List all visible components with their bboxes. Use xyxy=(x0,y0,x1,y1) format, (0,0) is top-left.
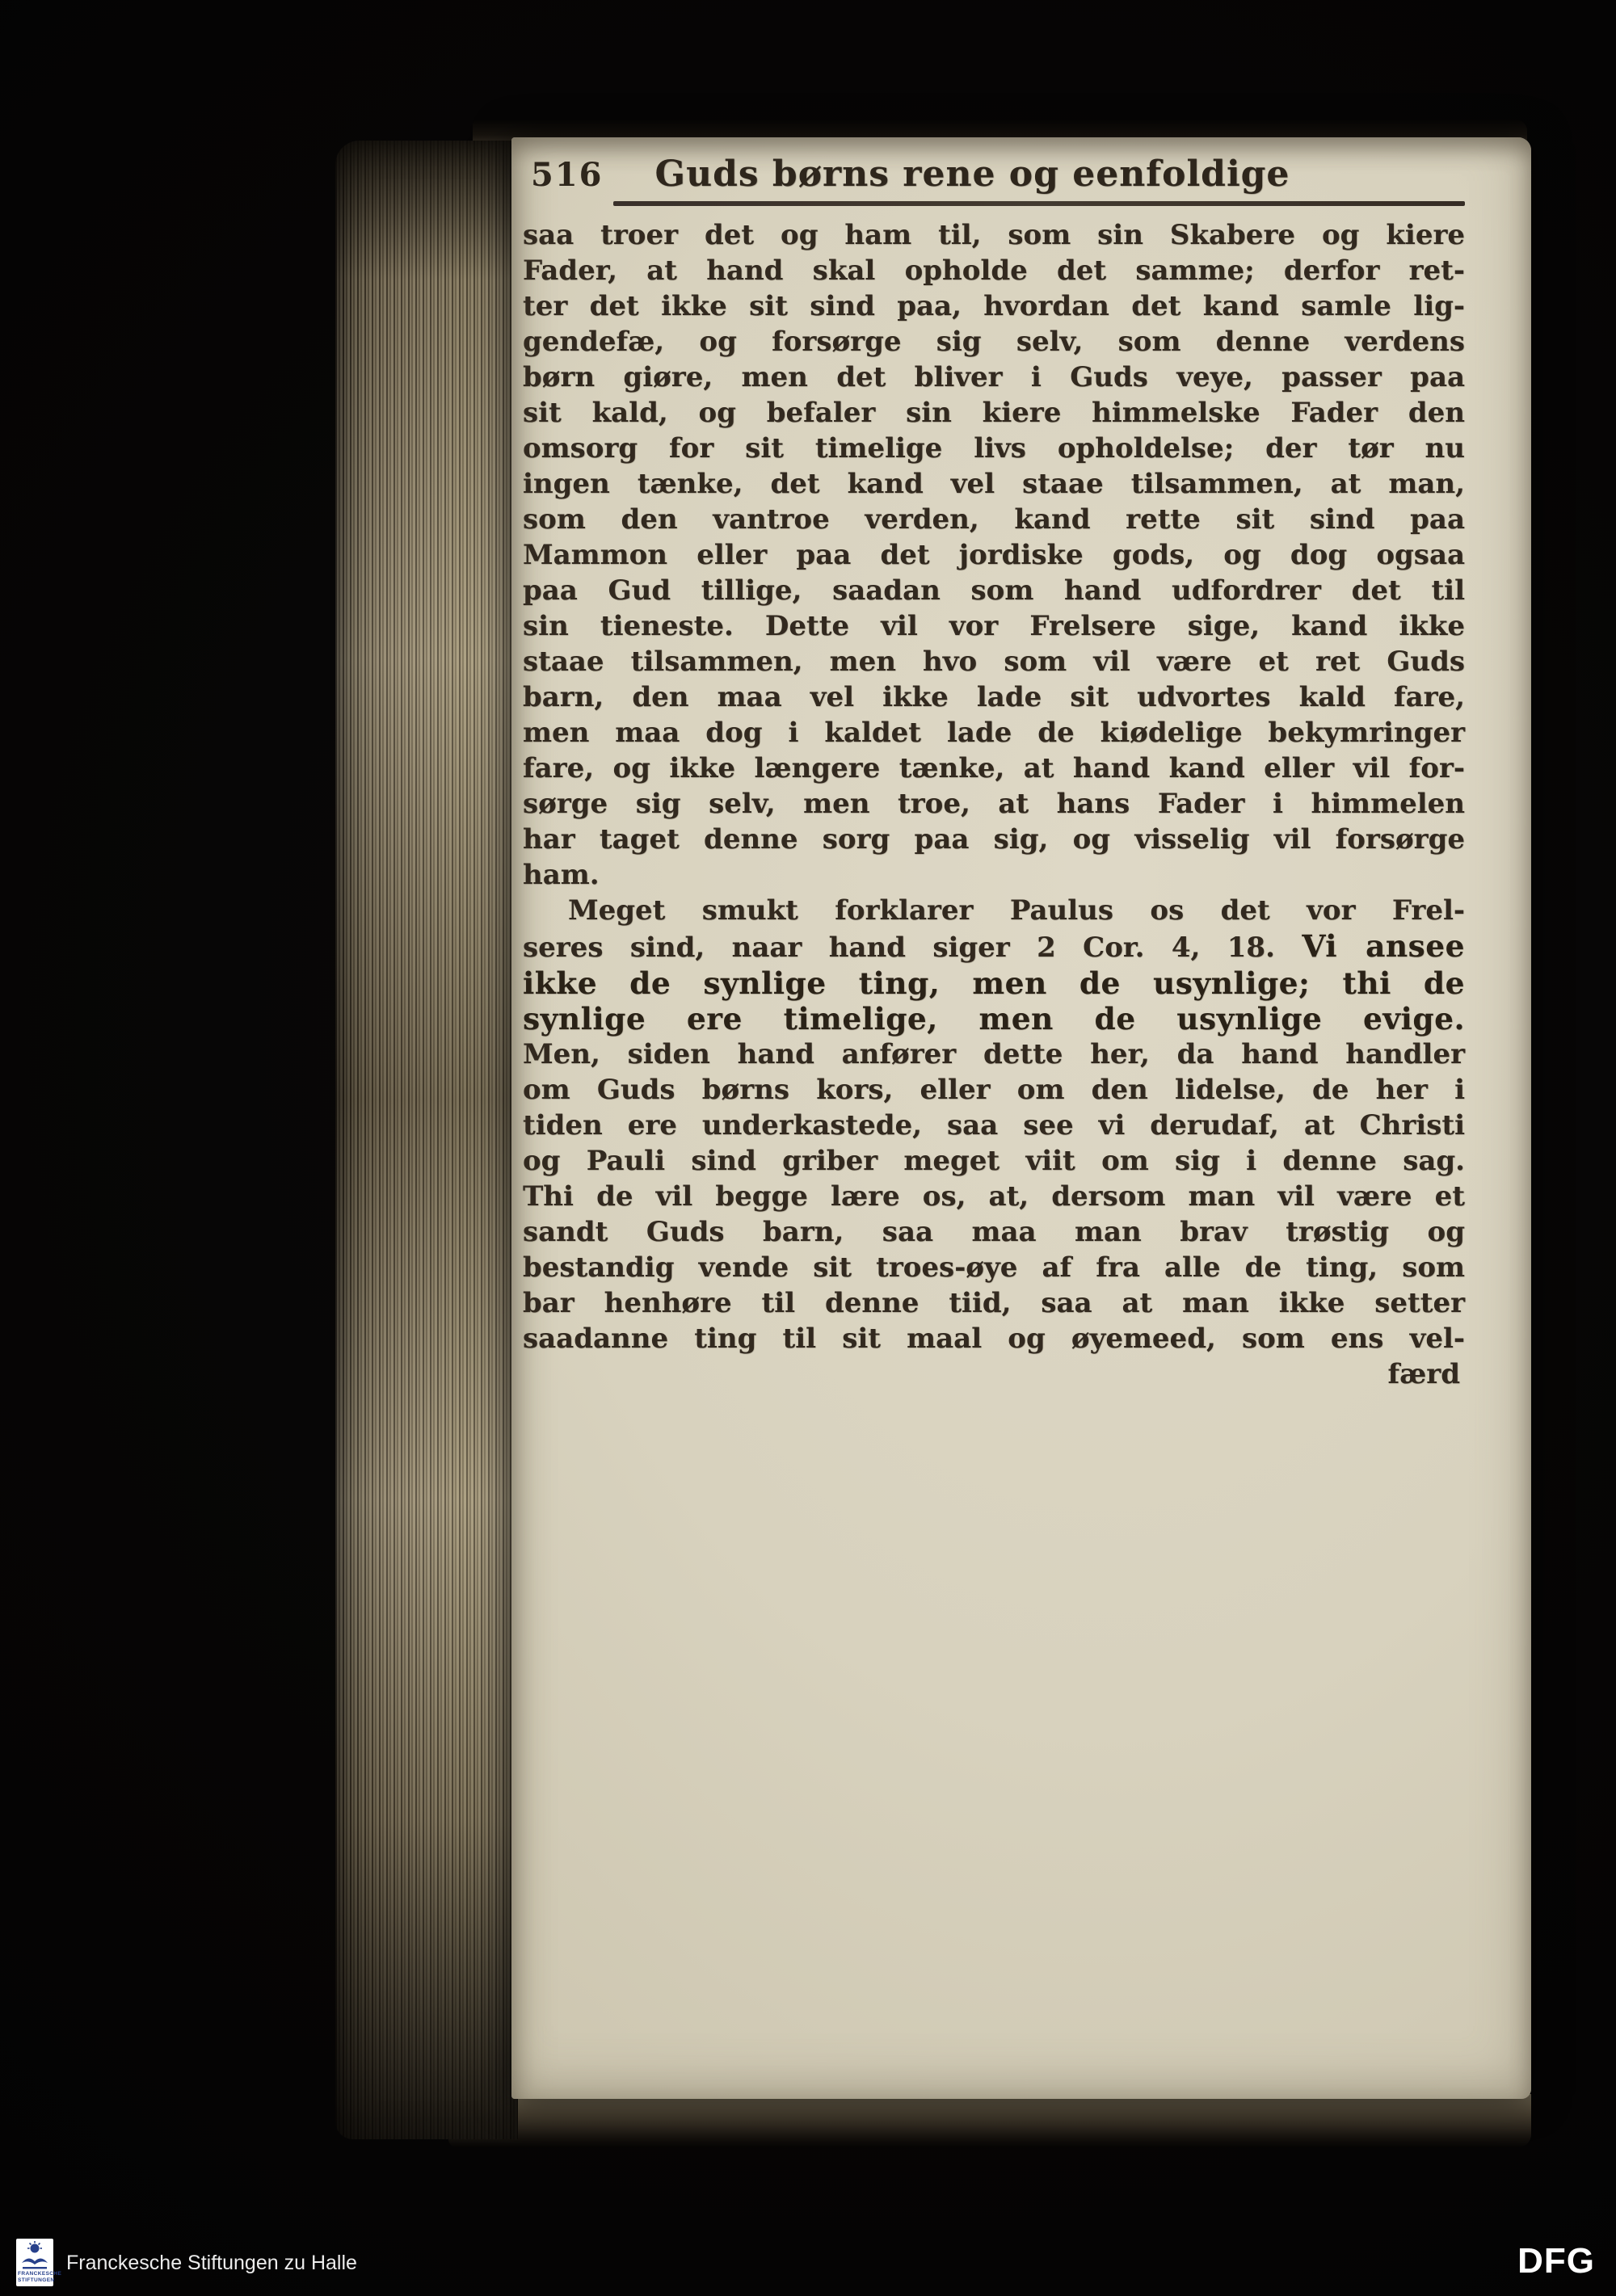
text-span: har taget denne sorg paa sig, og visselig vil forsørge xyxy=(523,823,1465,856)
text-line xyxy=(523,715,1465,751)
text-span: Mammon eller paa det jordiske gods, og dog ogsaa xyxy=(523,539,1465,571)
book-bottom-edge xyxy=(448,2094,1531,2147)
text-line xyxy=(523,751,1465,786)
text-line xyxy=(523,608,1465,644)
logo-caption-line: STIFTUNGEN xyxy=(18,2277,55,2283)
text-span: omsorg for sit timelige livs opholdelse; der tør nu xyxy=(523,432,1465,465)
text-line xyxy=(523,537,1465,573)
text-span: Fader, at hand skal opholde det samme; derfor ret- xyxy=(523,254,1465,287)
text-line xyxy=(523,288,1465,324)
text-line xyxy=(523,573,1465,608)
text-line xyxy=(523,644,1465,679)
text-line xyxy=(523,679,1465,715)
header-rule xyxy=(613,201,1465,206)
text-line xyxy=(523,1001,1465,1037)
text-line xyxy=(523,360,1465,395)
text-line xyxy=(523,1072,1465,1108)
text-line xyxy=(523,395,1465,431)
text-span: saa troer det og ham til, som sin Skabere og kiere xyxy=(523,219,1465,251)
text-span: og Pauli sind griber meget viit om sig i denne sag. xyxy=(523,1145,1465,1177)
text-line xyxy=(523,857,1465,893)
text-span: som den vantroe verden, kand rette sit sind paa xyxy=(523,503,1465,536)
text-line xyxy=(523,1037,1465,1072)
text-span: paa Gud tillige, saadan som hand udfordrer det til xyxy=(523,574,1465,607)
text-line xyxy=(523,466,1465,502)
text-line xyxy=(523,502,1465,537)
text-span: Thi de vil begge lære os, at, dersom man vil være et xyxy=(523,1180,1465,1213)
text-span: Men, siden hand anfører dette her, da hand handler xyxy=(523,1038,1465,1070)
text-span: sørge sig selv, men troe, at hans Fader i himmelen xyxy=(523,788,1465,820)
text-span: om Guds børns kors, eller om den lidelse, de her i xyxy=(523,1074,1465,1106)
text-span: ikke de synlige ting, men de usynlige; thi de xyxy=(523,965,1465,1001)
logo-caption-line: FRANCKESCHE xyxy=(18,2271,62,2277)
text-line xyxy=(523,1250,1465,1285)
text-span: børn giøre, men det bliver i Guds veye, passer paa xyxy=(523,361,1465,393)
text-span: bestandig vende sit troes-øye af fra alle de ting, som xyxy=(523,1251,1465,1284)
book-pages-fore-edge xyxy=(335,141,518,2139)
text-span: barn, den maa vel ikke lade sit udvortes kald fare, xyxy=(523,681,1465,713)
text-line xyxy=(523,893,1465,928)
text-span: sin tieneste. Dette vil vor Frelsere sige, kand ikke xyxy=(523,610,1465,642)
text-line xyxy=(523,965,1465,1001)
text-block xyxy=(523,217,1465,1356)
text-line xyxy=(523,324,1465,360)
text-span: sit kald, og befaler sin kiere himmelske Fader den xyxy=(523,397,1465,429)
institution-label: Franckesche Stiftungen zu Halle xyxy=(66,2252,357,2274)
text-span: fare, og ikke længere tænke, at hand kand eller vil for- xyxy=(523,752,1465,784)
text-line xyxy=(523,217,1465,253)
text-span: synlige ere timelige, men de usynlige evige. xyxy=(523,1001,1465,1037)
book xyxy=(335,120,1531,2164)
text-line xyxy=(523,1108,1465,1143)
book-page xyxy=(511,137,1531,2099)
text-span: saadanne ting til sit maal og øyemeed, som ens vel- xyxy=(523,1323,1465,1355)
text-line xyxy=(523,1321,1465,1356)
text-line xyxy=(523,822,1465,857)
footer-bar xyxy=(0,2222,1616,2296)
text-span: men maa dog i kaldet lade de kiødelige bekymringer xyxy=(523,717,1465,749)
text-span: tiden ere underkastede, saa see vi derudaf, at Christi xyxy=(523,1109,1465,1142)
text-line xyxy=(523,786,1465,822)
text-span: Vi ansee xyxy=(1302,928,1465,964)
text-line xyxy=(523,253,1465,288)
eagle-sun-emblem-icon xyxy=(19,2240,51,2271)
text-span: staae tilsammen, men hvo som vil være et ret Guds xyxy=(523,645,1465,678)
text-span: gendefæ, og forsørge sig selv, som denne verdens xyxy=(523,326,1465,358)
page-header xyxy=(523,155,1465,195)
text-span: bar henhøre til denne tiid, saa at man ikke setter xyxy=(523,1287,1465,1319)
text-line xyxy=(523,1285,1465,1321)
text-line xyxy=(523,928,1465,965)
running-title: Guds børns rene og eenfoldige xyxy=(654,153,1290,195)
text-line xyxy=(523,431,1465,466)
text-line xyxy=(523,1179,1465,1214)
text-span: ham. xyxy=(523,859,600,891)
text-line xyxy=(523,1143,1465,1179)
text-line xyxy=(523,1214,1465,1250)
page-content xyxy=(523,155,1465,1392)
dfg-logo: DFG xyxy=(1517,2241,1595,2281)
text-span: seres sind, naar hand siger 2 Cor. 4, 18. xyxy=(523,931,1302,964)
text-span: Meget smukt forklarer Paulus os det vor Frel- xyxy=(568,894,1465,927)
catchword: færd xyxy=(1387,1358,1460,1390)
text-span: sandt Guds barn, saa maa man brav trøstig og xyxy=(523,1216,1465,1248)
page-number: 516 xyxy=(531,156,604,194)
text-span: ingen tænke, det kand vel staae tilsammen, at man, xyxy=(523,468,1465,500)
franckesche-stiftungen-logo xyxy=(16,2239,62,2286)
text-span: ter det ikke sit sind paa, hvordan det kand samle lig- xyxy=(523,290,1465,322)
